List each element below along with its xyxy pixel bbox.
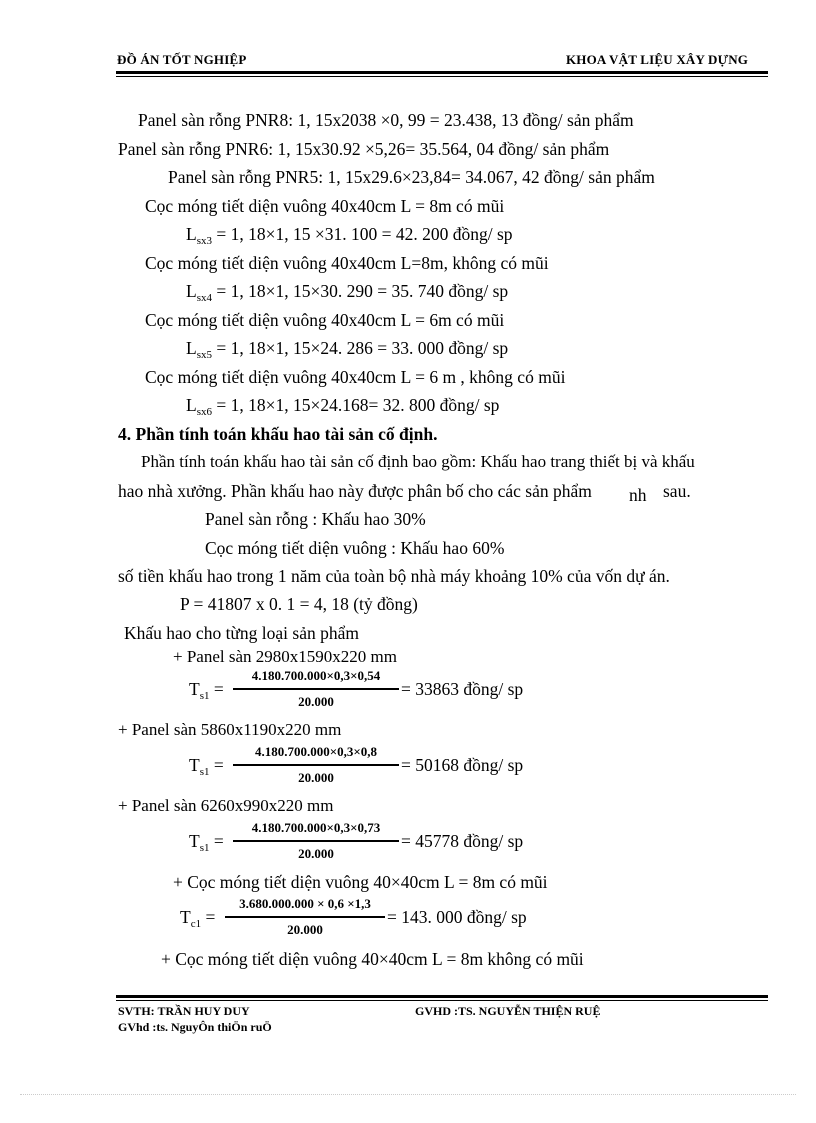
text-line: Khấu hao cho từng loại sản phẩm	[124, 623, 359, 643]
header-right: KHOA VẬT LIỆU XÂY DỰNG	[566, 52, 749, 67]
text-line: Cọc móng tiết diện vuông 40x40cm L = 8m có mũi	[145, 196, 505, 216]
formula-line: $L_{sx3} = 1$, 18×1, 15 ×31. 100 = 42. 200 đồng/ sp	[186, 224, 513, 247]
header-left: ĐỒ ÁN TỐT NGHIỆP	[117, 52, 247, 67]
header-rule-thick	[116, 71, 768, 74]
text-line: Cọc móng tiết diện vuông : Khấu hao 60%	[205, 538, 505, 558]
text-line: nh	[629, 485, 647, 505]
formula-line: $L_{sx5} = 1$, 18×1, 15×24. 286 = 33. 000 đồng/ sp	[186, 338, 509, 361]
section-heading: 4. Phần tính toán khấu hao tài sản cố định.	[118, 424, 438, 444]
text-line: P = 41807 x 0. 1 = 4, 18 (tỷ đồng)	[180, 594, 418, 614]
text-line: Panel sàn rỗng PNR5: 1, 15x29.6×23,84= 34.067, 42 đồng/ sản phẩm	[168, 167, 655, 187]
text-line: số tiền khấu hao trong 1 năm của toàn bộ nhà máy khoảng 10% của vốn dự án.	[118, 566, 670, 586]
text-line: Panel sàn rỗng : Khấu hao 30%	[205, 509, 426, 529]
fraction-formula: $T_{s1}$ = 4.180.700.000×0,3×0,73 20.000 = 45778 đồng/ sp	[189, 820, 524, 861]
text-line: Cọc móng tiết diện vuông 40x40cm L = 6m có mũi	[145, 310, 505, 330]
text-line: Panel sàn rỗng PNR8: 1, 15x2038 ×0, 99 = 23.438, 13 đồng/ sản phẩm	[138, 110, 634, 130]
footer-advisor: GVHD :TS. NGUYỄN THIỆN RUỆ	[415, 1004, 601, 1018]
text-line: Cọc móng tiết diện vuông 40x40cm L = 6 m , không có mũi	[145, 367, 566, 387]
text-line: + Panel sàn 6260x990x220 mm	[118, 796, 334, 815]
text-line: sau.	[663, 481, 691, 501]
fraction-formula: $T_{s1}$ = 4.180.700.000×0,3×0,8 20.000 = 50168 đồng/ sp	[189, 744, 524, 785]
footer-student: SVTH: TRẦN HUY DUY	[118, 1004, 250, 1018]
page-edge-divider	[20, 1094, 796, 1095]
text-line: + Panel sàn 2980x1590x220 mm	[173, 647, 397, 666]
footer-advisor-alt: GVhd :ts. NguyÔn thiÖn ruÖ	[118, 1020, 272, 1034]
formula-line: $L_{sx4} = 1$, 18×1, 15×30. 290 = 35. 740 đồng/ sp	[186, 281, 509, 304]
fraction-formula: $T_{s1}$ = 4.180.700.000×0,3×0,54 20.000 = 33863 đồng/ sp	[189, 668, 524, 709]
text-line: + Cọc móng tiết diện vuông 40×40cm L = 8m có mũi	[173, 872, 548, 892]
text-line: hao nhà xưởng. Phần khấu hao này được phân bố cho các sản phẩm	[118, 481, 592, 501]
formula-line: $L_{sx6} = 1$, 18×1, 15×24.168= 32. 800 đồng/ sp	[186, 395, 500, 418]
text-line: + Cọc móng tiết diện vuông 40×40cm L = 8m không có mũi	[161, 949, 584, 969]
text-line: + Panel sàn 5860x1190x220 mm	[118, 720, 342, 739]
text-line: Panel sàn rỗng PNR6: 1, 15x30.92 ×5,26= 35.564, 04 đồng/ sản phẩm	[118, 139, 610, 159]
footer-rule-thin	[116, 1000, 768, 1001]
text-line: Phần tính toán khấu hao tài sản cố định bao gồm: Khấu hao trang thiết bị và khấu	[141, 452, 695, 471]
header-rule-thin	[116, 76, 768, 77]
text-line: Cọc móng tiết diện vuông 40x40cm L=8m, không có mũi	[145, 253, 549, 273]
fraction-formula: $T_{c1}$ = 3.680.000.000 × 0,6 ×1,3 20.000 = 143. 000 đồng/ sp	[180, 896, 527, 937]
footer-rule-thick	[116, 995, 768, 998]
